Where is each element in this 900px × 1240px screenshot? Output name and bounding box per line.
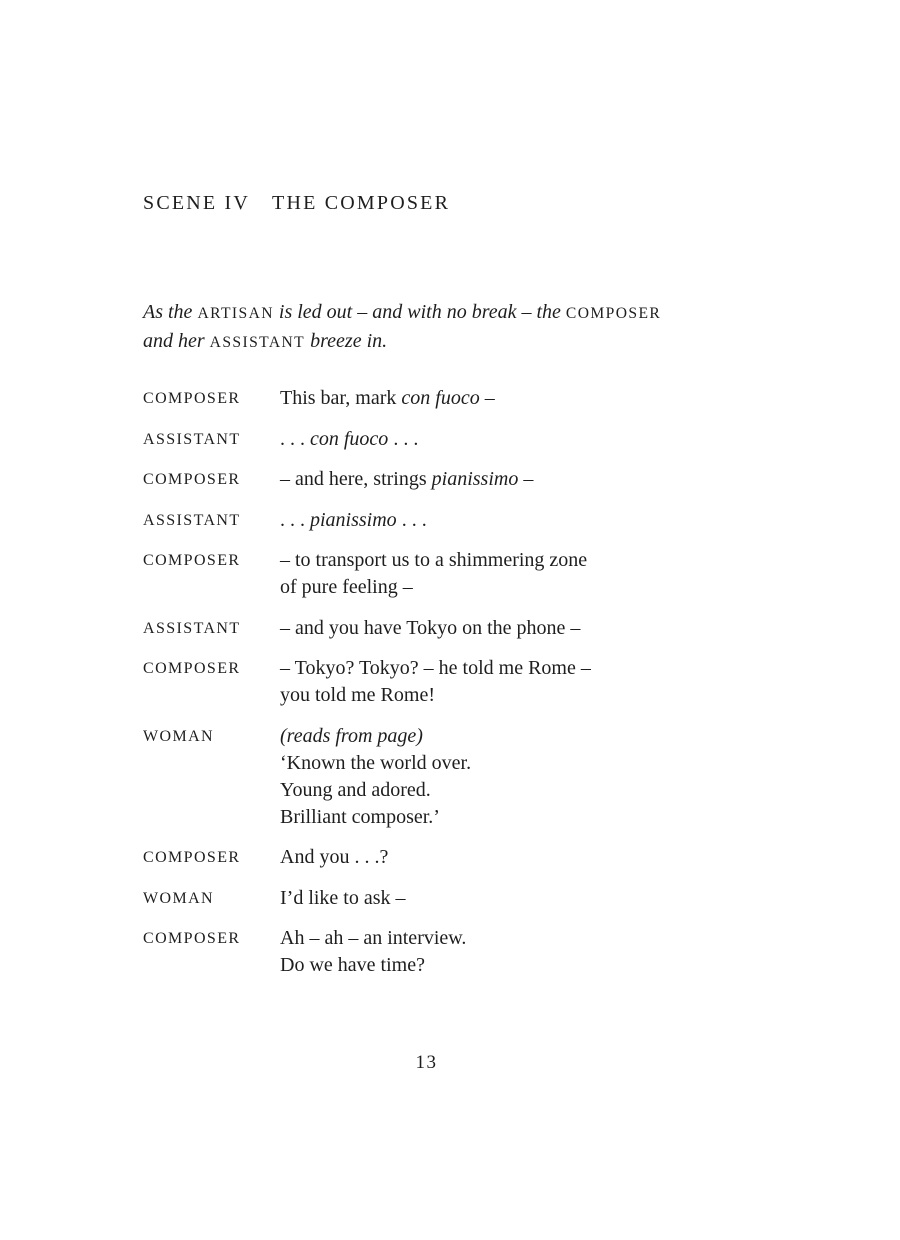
speech	[0, 723, 900, 831]
text-run: – Tokyo? Tokyo? – he told me Rome –	[280, 657, 591, 679]
text-run: you told me Rome!	[280, 684, 435, 706]
speech-line	[280, 574, 710, 601]
speech-line	[280, 426, 710, 453]
speech	[0, 507, 900, 534]
stage-direction	[143, 299, 723, 356]
speech	[0, 547, 900, 601]
text-run: . . .	[396, 508, 427, 531]
speaker-label: ASSISTANT	[143, 619, 241, 637]
speech-line	[280, 925, 710, 952]
speaker-label: WOMAN	[143, 889, 214, 907]
text-run: con fuoco	[401, 387, 480, 409]
speech-text	[280, 723, 710, 831]
speech-line	[280, 385, 710, 412]
speech-line	[280, 547, 710, 574]
scene-number: SCENE IV	[143, 192, 251, 214]
text-run: pianissimo	[431, 468, 519, 490]
speech-text	[280, 925, 710, 979]
stage-direction-line	[143, 328, 723, 357]
speech-line	[280, 682, 710, 709]
text-run: . . .	[388, 427, 419, 450]
speech-text	[280, 615, 710, 642]
page-number: 13	[415, 1052, 438, 1073]
speech	[0, 385, 900, 412]
text-run: As the	[143, 301, 198, 323]
speech-text	[280, 547, 710, 601]
speech-line	[280, 615, 710, 642]
speech-text	[280, 385, 710, 412]
speech	[0, 655, 900, 709]
speech-text	[280, 885, 710, 912]
text-run: –	[479, 387, 495, 409]
dialogue-list	[0, 385, 900, 979]
text-run: This bar, mark	[280, 387, 402, 409]
text-run: – and here, strings	[280, 468, 432, 490]
scene-title: THE COMPOSER	[272, 192, 451, 214]
text-run: And you . . .?	[280, 846, 389, 868]
text-run: pianissimo	[310, 508, 397, 531]
text-run: Young and adored.	[280, 778, 431, 801]
text-run: – and you have Tokyo on the phone –	[280, 616, 581, 639]
speaker-label: ASSISTANT	[143, 511, 241, 529]
scene-heading	[0, 0, 900, 213]
speaker-label: COMPOSER	[143, 552, 241, 569]
speech	[0, 844, 900, 871]
speech-line	[280, 507, 710, 534]
speech-line	[280, 750, 710, 777]
text-run: – to transport us to a shimmering zone	[280, 549, 588, 571]
speech-line	[280, 723, 710, 750]
speech-line	[280, 655, 710, 682]
text-run: ‘Known the world over.	[280, 751, 472, 774]
speaker-label: COMPOSER	[143, 390, 241, 407]
text-run: breeze in.	[305, 329, 388, 352]
text-run: Ah – ah – an interview.	[280, 927, 467, 949]
speech	[0, 925, 900, 979]
speech-text	[280, 507, 710, 534]
speech	[0, 885, 900, 912]
text-run: and her	[143, 329, 210, 352]
speech-line	[280, 777, 710, 804]
speech-text	[280, 655, 710, 709]
speech-line	[280, 466, 710, 493]
text-run: Brilliant composer.’	[280, 805, 440, 828]
text-run: I’d like to ask –	[280, 886, 406, 909]
speech-line	[280, 844, 710, 871]
speech-line	[280, 952, 710, 979]
speech	[0, 426, 900, 453]
text-run: –	[518, 468, 534, 490]
text-run: (reads from page)	[280, 724, 423, 747]
stage-direction-line	[143, 299, 723, 328]
character-name-smallcaps: ARTISAN	[197, 305, 274, 322]
text-run: . . .	[280, 508, 310, 531]
speaker-label: WOMAN	[143, 727, 214, 745]
speaker-label: COMPOSER	[143, 660, 241, 677]
speaker-label: COMPOSER	[143, 930, 241, 947]
speech	[0, 615, 900, 642]
character-name-smallcaps: ASSISTANT	[209, 333, 306, 351]
speech-line	[280, 885, 710, 912]
text-run: of pure feeling –	[280, 576, 413, 598]
character-name-smallcaps: COMPOSER	[565, 305, 662, 322]
speech	[0, 466, 900, 493]
speech-text	[280, 426, 710, 453]
speech-text	[280, 844, 710, 871]
speech-line	[280, 804, 710, 831]
text-run: con fuoco	[310, 427, 389, 450]
speaker-label: ASSISTANT	[143, 430, 241, 448]
speaker-label: COMPOSER	[143, 849, 241, 866]
text-run: . . .	[280, 427, 310, 450]
text-run: Do we have time?	[280, 954, 425, 976]
speech-text	[280, 466, 710, 493]
speaker-label: COMPOSER	[143, 471, 241, 488]
text-run: is led out – and with no break – the	[273, 301, 566, 323]
